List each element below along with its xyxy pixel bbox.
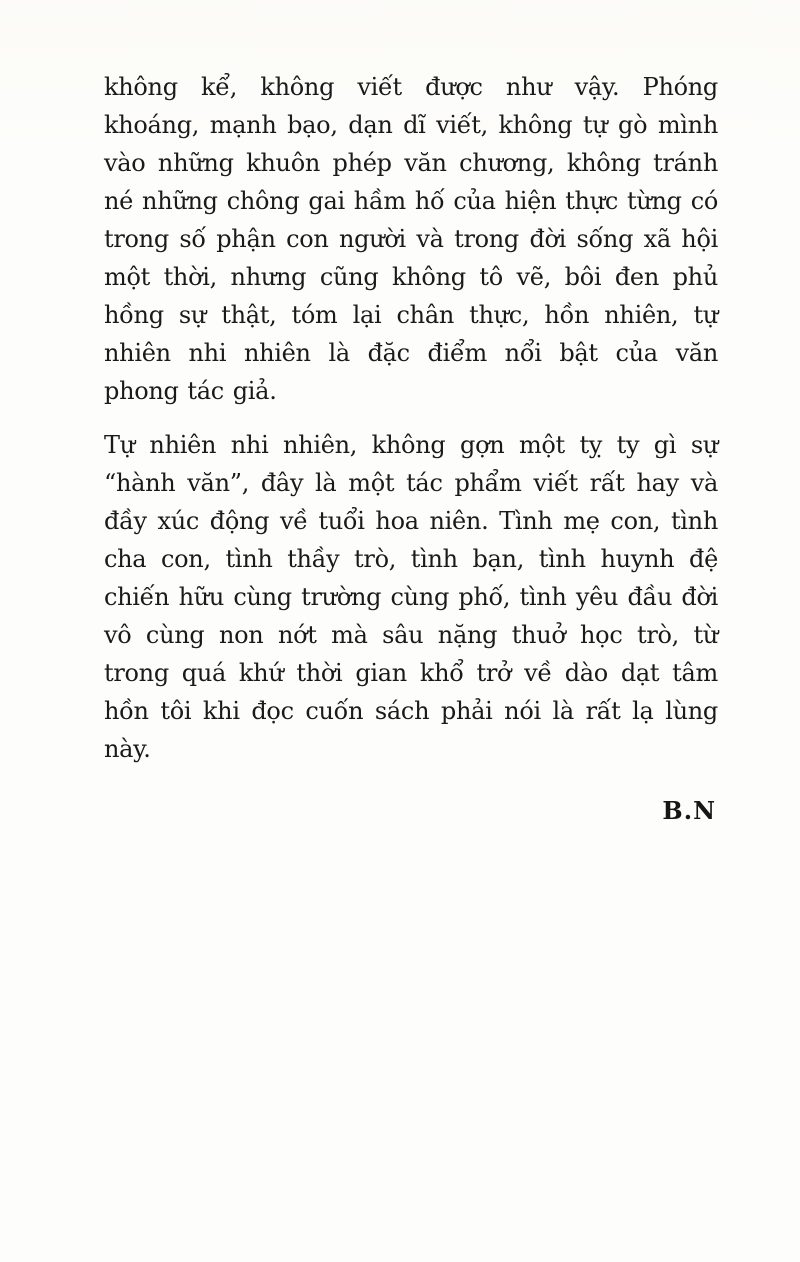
paragraph-2: Tự nhiên nhi nhiên, không gợn một tỵ ty gì sự “hành văn”, đây là một tác phẩm viết rất hay và đầy xúc động về tuổi hoa niên. Tình mẹ con, tình cha con, tình thầy trò, tình bạn, tình huynh đệ chiến hữu cùng trường cùng phố, tình yêu đầu đời vô cùng non nớt mà sâu nặng thuở học trò, từ trong quá khứ thời gian khổ trở về dào dạt tâm hồn tôi khi đọc cuốn sách phải nói là rất lạ lùng này. bbox=[104, 431, 718, 763]
body-text-block bbox=[104, 68, 718, 825]
author-initials: B.N bbox=[662, 796, 716, 825]
paragraph-1: không kể, không viết được như vậy. Phóng khoáng, mạnh bạo, dạn dĩ viết, không tự gò mình vào những khuôn phép văn chương, không tránh né những chông gai hầm hố của hiện thực từng có trong số phận con người và trong đời sống xã hội một thời, nhưng cũng không tô vẽ, bôi đen phủ hồng sự thật, tóm lại chân thực, hồn nhiên, tự nhiên nhi nhiên là đặc điểm nổi bật của văn phong tác giả. bbox=[104, 73, 718, 405]
